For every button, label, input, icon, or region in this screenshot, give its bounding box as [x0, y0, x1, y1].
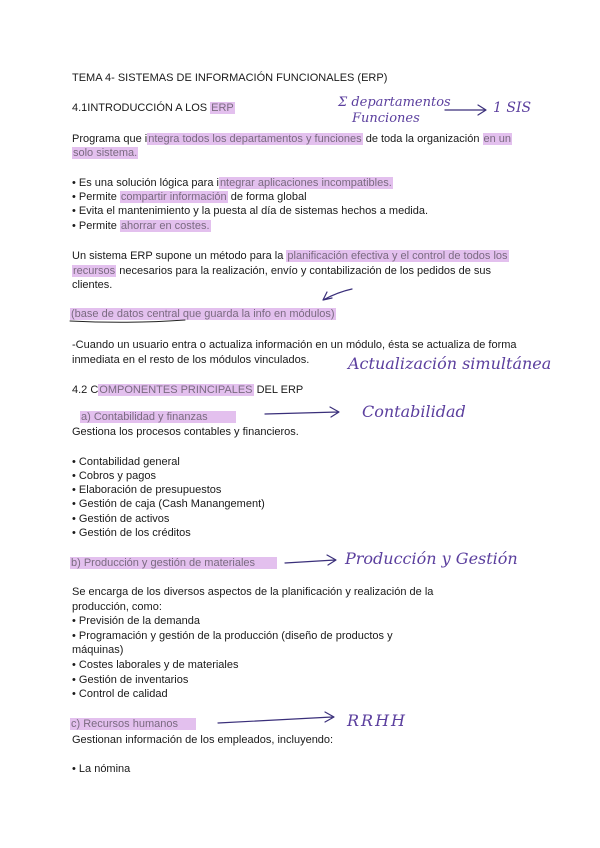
list-item: máquinas): [72, 644, 124, 656]
handwritten-sis: 1 SIS: [493, 100, 532, 116]
highlight-span: ntegrar aplicaciones incompatibles.: [219, 177, 392, 189]
text-span: • Evita el mantenimiento y la puesta al día de sistemas hechos a medida.: [72, 205, 429, 217]
handwritten-produccion: Producción y Gestión: [345, 549, 518, 568]
handwritten-rrhh: RRHH: [347, 711, 407, 730]
base-datos-note: [70, 307, 336, 321]
highlight-span: planificación efectiva y el control de todos los: [287, 250, 508, 262]
list-item: • Gestión de caja (Cash Manangement): [72, 498, 265, 510]
highlight-solo-sistema: solo sistema.: [73, 147, 138, 159]
highlight-span: a) Contabilidad y finanzas: [80, 411, 236, 423]
list-item: • Cobros y pagos: [72, 470, 156, 482]
text-span: • Permite: [72, 191, 120, 203]
list-item: • Gestión de activos: [72, 513, 170, 525]
arrow-produccion: [285, 555, 336, 565]
section-heading-components: [72, 383, 303, 397]
text-span: de toda la organización: [362, 133, 483, 145]
highlight-integra: ntegra todos los departamentos y funciones: [148, 133, 362, 145]
highlight-span: recursos: [73, 265, 116, 277]
highlight-span: b) Producción y gestión de materiales: [70, 557, 277, 569]
list-item: • Gestión de inventarios: [72, 674, 189, 686]
module-description: Gestionan información de los empleados, incluyendo:: [72, 734, 334, 746]
bullet-item: [72, 204, 428, 218]
module-description: Gestiona los procesos contables y financieros.: [72, 426, 299, 438]
highlight-base-datos: (base de datos central que guarda la info en módulos): [71, 308, 335, 320]
text-span: de forma global: [227, 191, 307, 203]
text-span: • Permite: [72, 220, 120, 232]
highlight-span: ahorrar en costes.: [120, 220, 210, 232]
list-item: • Control de calidad: [72, 688, 168, 700]
arrow-contabilidad: [265, 407, 339, 417]
highlight-componentes: OMPONENTES PRINCIPALES: [99, 384, 253, 396]
intro-paragraph-line-2: [72, 146, 138, 160]
section-heading-text: 4.1INTRODUCCIÓN A LOS: [72, 102, 211, 114]
text-span: DEL ERP: [253, 384, 304, 396]
list-item: • Contabilidad general: [72, 456, 180, 468]
text-span: • Es una solución lógica para i: [72, 177, 219, 189]
arrow-base-datos: [323, 289, 352, 300]
text-span: Programa que i: [72, 133, 148, 145]
update-paragraph-line-2: inmediata en el resto de los módulos vinculados.: [72, 354, 310, 366]
highlight-erp: ERP: [211, 102, 234, 114]
bullet-item: [72, 219, 211, 233]
bullet-item: [72, 176, 393, 190]
handwritten-sum-departamentos: Σ departamentos: [338, 95, 451, 110]
bullet-item: [72, 190, 307, 204]
handwritten-funciones: Funciones: [352, 111, 420, 126]
erp-paragraph-line-2: [72, 264, 491, 278]
erp-paragraph-line-1: [72, 249, 509, 263]
list-item: • Gestión de los créditos: [72, 527, 191, 539]
list-item: • Costes laborales y de materiales: [72, 659, 239, 671]
text-span: necesarios para la realización, envío y contabilización de los pedidos de sus: [116, 265, 492, 277]
highlight-en-un: en un: [483, 133, 512, 145]
arrow-sis: [445, 105, 486, 115]
list-item: • Programación y gestión de la producción (diseño de productos y: [72, 630, 393, 642]
list-item: • La nómina: [72, 763, 131, 775]
module-heading-produccion: [70, 556, 277, 570]
highlight-span: c) Recursos humanos: [70, 718, 196, 730]
module-description-line: Se encarga de los diversos aspectos de la planificación y realización de la: [72, 586, 434, 598]
text-span: 4.2 C: [72, 384, 99, 396]
list-item: • Elaboración de presupuestos: [72, 484, 222, 496]
handwritten-contabilidad: Contabilidad: [362, 402, 466, 421]
handwritten-actualizacion: Actualización simultánea: [348, 354, 552, 373]
section-heading-intro: [72, 101, 235, 115]
list-item: • Previsión de la demanda: [72, 615, 200, 627]
module-heading-contabilidad: [80, 410, 236, 424]
text-span: Un sistema ERP supone un método para la: [72, 250, 287, 262]
intro-paragraph-line-1: [72, 132, 512, 146]
document-title: TEMA 4- SISTEMAS DE INFORMACIÓN FUNCIONALES (ERP): [72, 72, 388, 84]
highlight-span: compartir información: [120, 191, 227, 203]
arrow-rrhh: [218, 712, 334, 723]
module-heading-rrhh: [70, 717, 196, 731]
module-description-line: producción, como:: [72, 601, 162, 613]
update-paragraph-line-1: -Cuando un usuario entra o actualiza información en un módulo, ésta se actualiza de forma: [72, 339, 517, 351]
erp-paragraph-line-3: clientes.: [72, 279, 113, 291]
